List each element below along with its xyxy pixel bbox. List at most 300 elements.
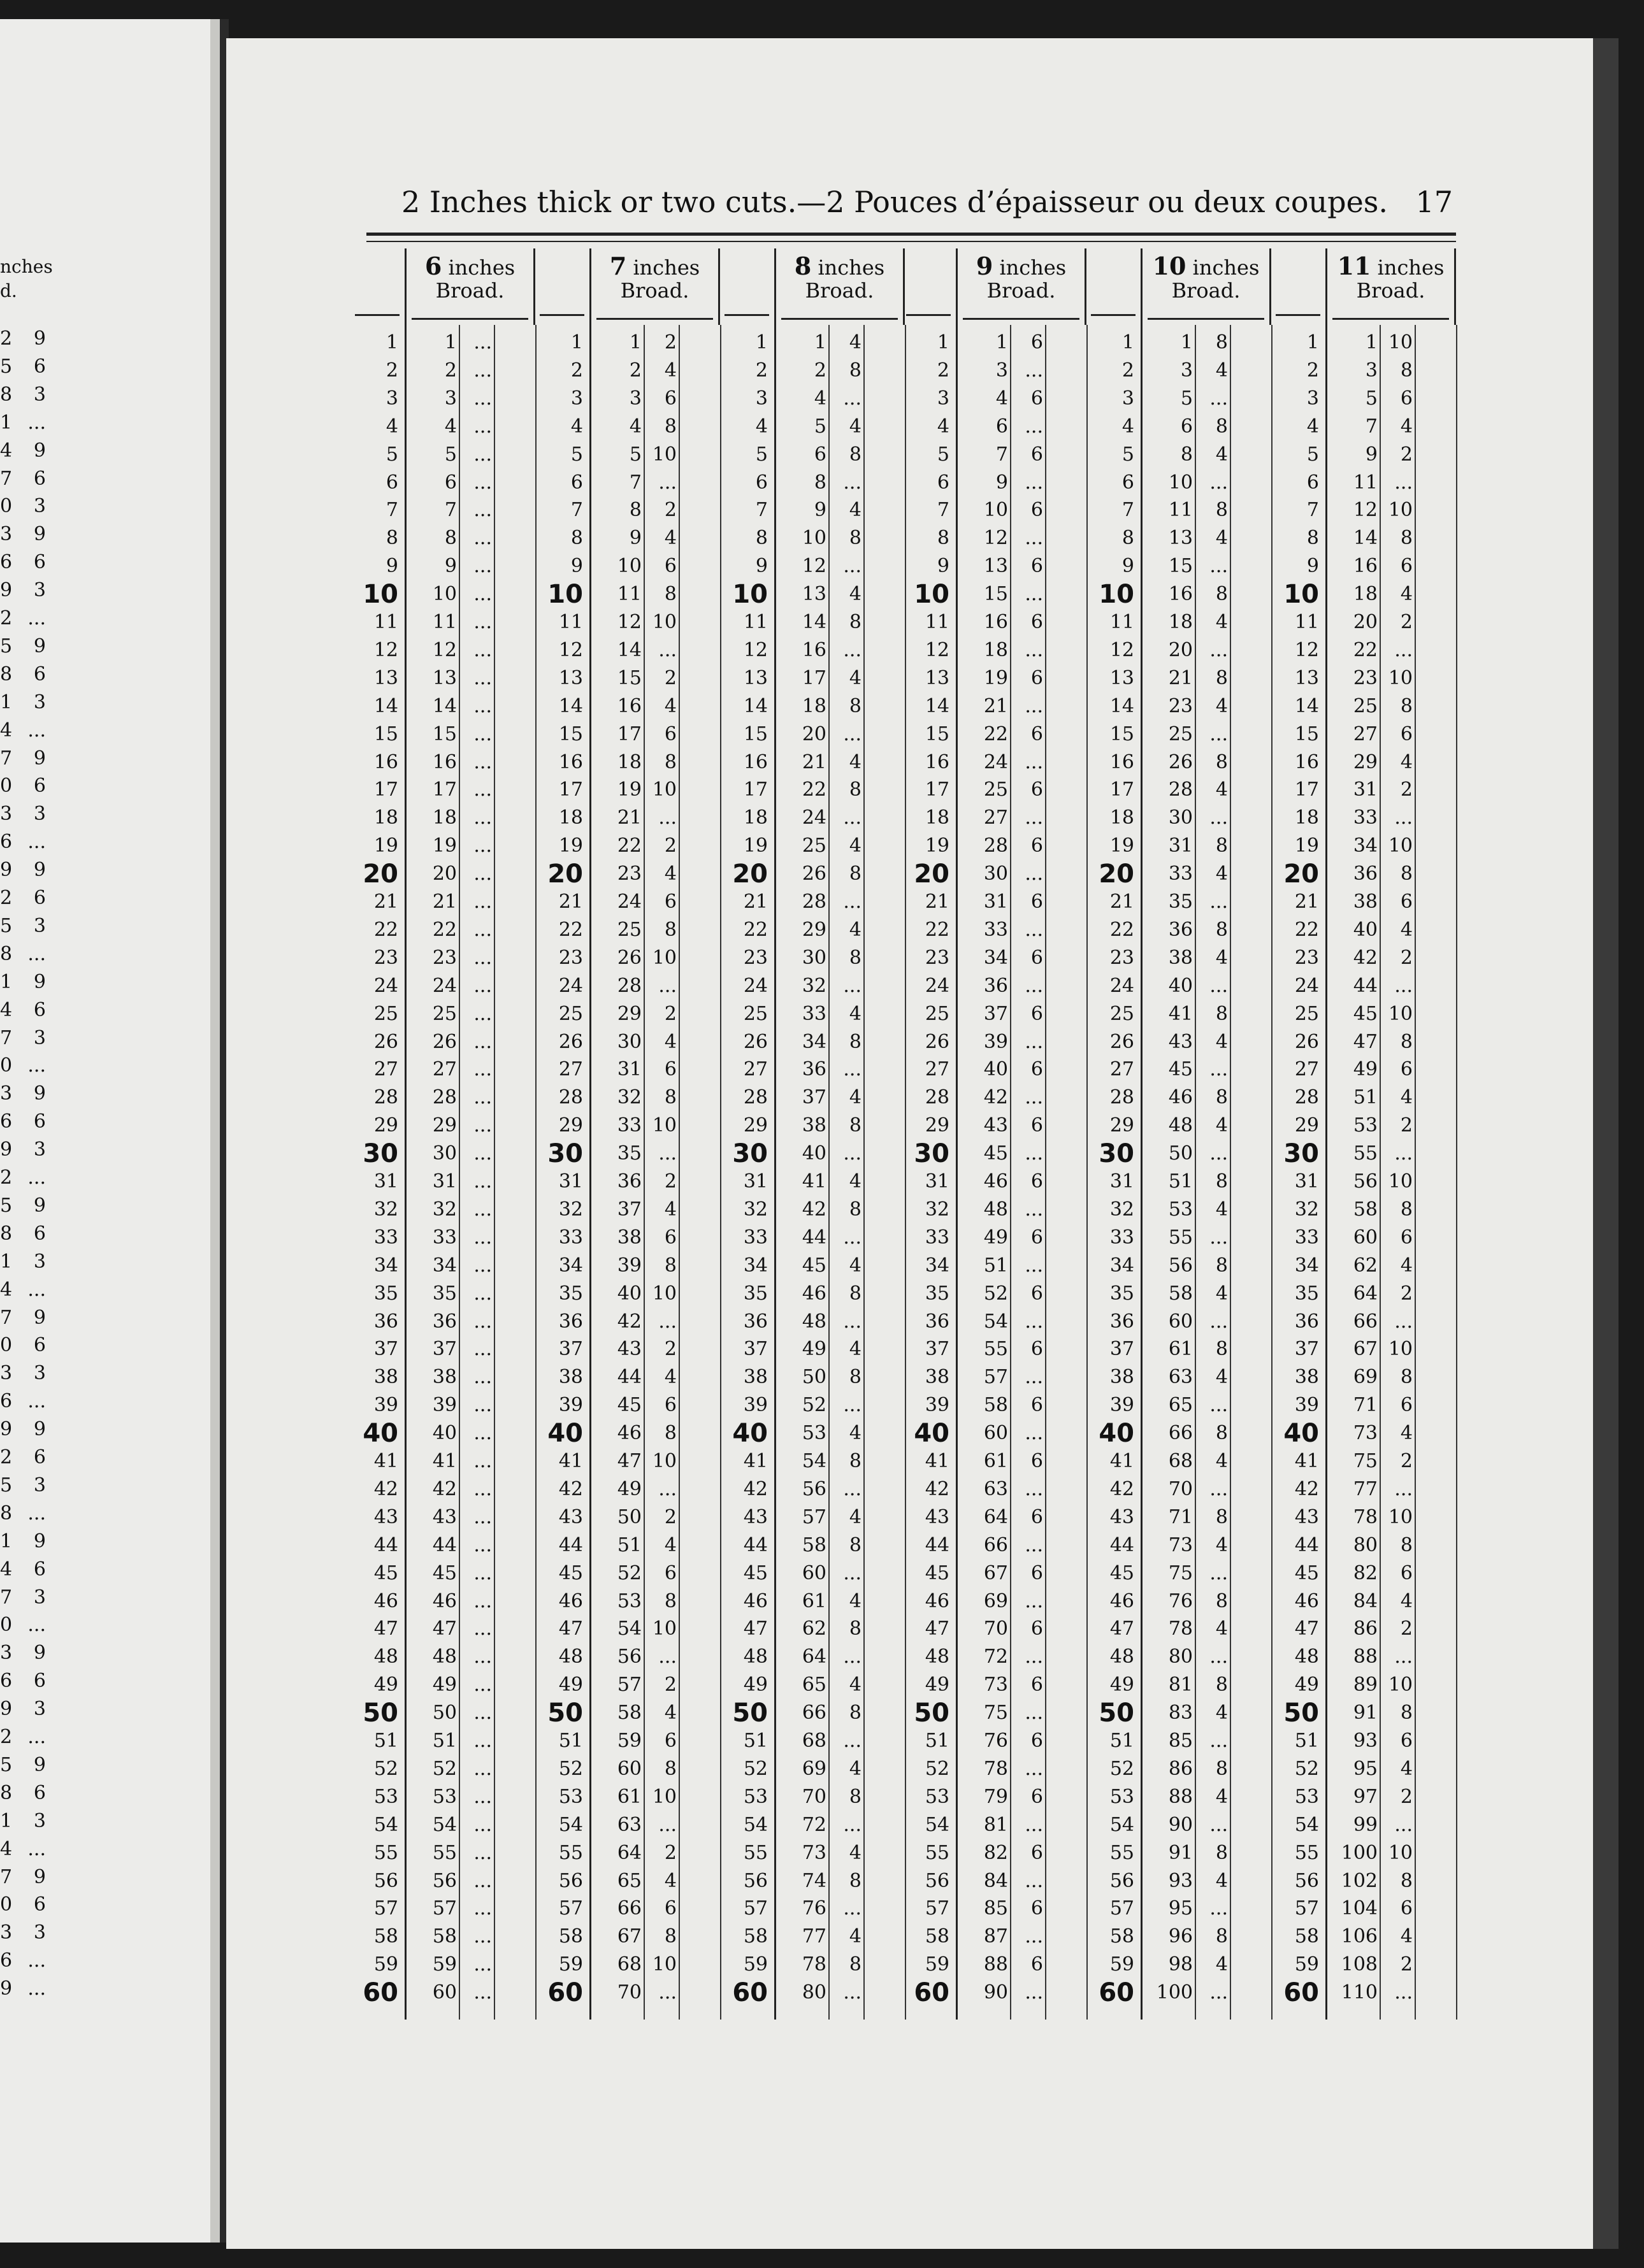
inches-value: 10 [1388,1841,1413,1864]
reference-number: 11 [373,611,398,633]
inches-value: ... [1394,807,1413,829]
feet-value: 78 [983,1757,1008,1780]
reference-number: 26 [373,1030,398,1053]
feet-value: 90 [1168,1813,1193,1836]
inches-value: 2 [664,1505,677,1528]
feet-value: 67 [983,1561,1008,1584]
inches-value: 4 [849,499,862,522]
inches-value: 4 [1400,1086,1413,1109]
reference-number: 43 [743,1505,768,1528]
inches-value: ... [1025,1702,1043,1725]
reference-number: 54 [373,1813,398,1836]
feet-value: 7 [1365,415,1378,438]
reference-number: 13 [1109,666,1134,689]
reference-number: 17 [1294,779,1319,801]
feet-value: 60 [1168,1310,1193,1333]
group-broad-label: Broad. [1171,278,1241,303]
left-fragment-cell: 6 [33,467,46,490]
left-fragment-row [0,1863,51,1891]
width-group [538,248,720,2020]
reference-number: 27 [1294,1058,1319,1081]
reference-number: 46 [1109,1590,1134,1612]
reference-number: 45 [925,1561,949,1584]
left-fragment-row [0,661,51,689]
feet-value: 65 [617,1869,642,1892]
left-fragment-cell: 6 [0,1670,13,1693]
inches-value: 4 [1215,1533,1228,1556]
inches-value: 4 [664,1533,677,1556]
feet-value: 28 [983,835,1008,858]
inches-value: ... [843,1477,862,1500]
left-fragment-row [0,1192,51,1220]
inches-value: 8 [1400,1702,1413,1725]
reference-number: 11 [1109,611,1134,633]
left-fragment-cell: 1 [0,691,13,714]
reference-number: 7 [1306,499,1319,522]
feet-value: 30 [983,863,1008,886]
inches-value: 6 [664,1897,677,1920]
reference-number: 9 [1306,555,1319,578]
width-group [1090,248,1271,2020]
reference-number: 20 [914,859,949,889]
left-fragment-row [0,1947,51,1975]
feet-value: 66 [802,1702,826,1725]
left-fragment-cell: 4 [0,439,13,462]
left-fragment-row [0,1639,51,1667]
feet-value: 11 [1353,471,1378,494]
reference-number: 9 [1121,555,1134,578]
reference-number: 38 [558,1366,583,1389]
feet-value: 64 [617,1841,642,1864]
inches-value: 6 [1030,1730,1043,1752]
reference-number: 18 [743,807,768,829]
inches-value: 8 [1215,1338,1228,1361]
reference-number: 30 [914,1139,949,1169]
feet-value: 75 [1168,1561,1193,1584]
feet-value: 33 [802,1002,826,1025]
inches-value: 4 [1215,1366,1228,1389]
reference-number: 44 [1294,1533,1319,1556]
inches-value: 4 [1215,1785,1228,1808]
reference-number: 36 [373,1310,398,1333]
inches-value: 4 [1400,1590,1413,1612]
inches-value: 6 [664,722,677,745]
feet-value: 10 [432,583,457,606]
left-fragment-cell: 3 [0,1082,13,1105]
feet-value: 32 [802,974,826,997]
feet-value: 42 [983,1086,1008,1109]
inches-value: 8 [1215,1170,1228,1193]
reference-number: 1 [755,331,768,354]
feet-value: 24 [802,807,826,829]
feet-value: 7 [444,499,457,522]
reference-number: 18 [373,807,398,829]
group-broad-label: Broad. [805,278,874,303]
reference-number: 25 [743,1002,768,1025]
reference-number: 27 [373,1058,398,1081]
inches-value: ... [1025,1869,1043,1892]
inches-value: ... [473,1226,492,1249]
feet-value: 4 [814,387,826,410]
left-fragment-cell: 6 [33,355,46,378]
reference-number: 10 [1283,580,1319,610]
feet-value: 33 [1353,807,1378,829]
feet-value: 81 [1168,1674,1193,1697]
feet-value: 41 [1168,1002,1193,1025]
feet-value: 10 [983,499,1008,522]
inches-value: ... [1025,1422,1043,1445]
reference-number: 8 [386,527,398,550]
inches-value: 6 [1030,1114,1043,1137]
feet-value: 13 [432,666,457,689]
left-fragment-cell: 9 [33,1306,46,1329]
left-fragment-row [0,381,51,409]
left-fragment-row [0,772,51,800]
feet-value: 46 [1168,1086,1193,1109]
inches-value: ... [473,1477,492,1500]
reference-number: 19 [373,835,398,858]
left-fragment-cell: 9 [33,747,46,770]
left-fragment-row [0,1835,51,1863]
feet-value: 12 [983,527,1008,550]
feet-value: 4 [444,415,457,438]
feet-value: 67 [1353,1338,1378,1361]
inches-value: 8 [849,1869,862,1892]
feet-value: 40 [1168,974,1193,997]
reference-number: 18 [1109,807,1134,829]
left-fragment-cell: 6 [33,1670,46,1693]
left-fragment-cell: 2 [0,1446,13,1468]
feet-value: 69 [802,1757,826,1780]
reference-number: 23 [373,946,398,969]
feet-value: 69 [983,1590,1008,1612]
inches-value: ... [473,443,492,466]
reference-number: 42 [1294,1477,1319,1500]
inches-value: ... [473,1869,492,1892]
feet-value: 8 [814,471,826,494]
reference-number: 3 [755,387,768,410]
left-fragment-row [0,968,51,996]
reference-number: 55 [373,1841,398,1864]
left-fragment-cell: ... [27,1278,46,1301]
reference-number: 42 [743,1477,768,1500]
inches-value: ... [1025,1477,1043,1500]
feet-value: 22 [617,835,642,858]
feet-value: 20 [1168,638,1193,661]
feet-value: 26 [1168,750,1193,773]
left-fragment-row [0,492,51,520]
inches-value: ... [843,1142,862,1165]
inches-value: 8 [1400,1030,1413,1053]
feet-value: 19 [983,666,1008,689]
left-fragment-cell: 9 [0,1977,13,2000]
feet-value: 18 [802,694,826,717]
inches-value: 6 [664,1058,677,1081]
feet-value: 95 [1353,1757,1378,1780]
reference-number: 23 [1294,946,1319,969]
feet-value: 80 [1353,1533,1378,1556]
reference-number: 56 [1109,1869,1134,1892]
feet-value: 29 [617,1002,642,1025]
feet-value: 15 [617,666,642,689]
reference-number: 17 [743,779,768,801]
inches-value: ... [473,1310,492,1333]
reference-number: 52 [743,1757,768,1780]
feet-value: 49 [1353,1058,1378,1081]
inches-value: 6 [1030,1505,1043,1528]
reference-number: 46 [373,1590,398,1612]
feet-value: 46 [802,1282,826,1305]
reference-number: 30 [1099,1139,1134,1169]
reference-number: 46 [925,1590,949,1612]
reference-number: 3 [1306,387,1319,410]
reference-number: 18 [925,807,949,829]
feet-value: 10 [1168,471,1193,494]
inches-value: ... [1209,1813,1228,1836]
reference-number: 49 [373,1674,398,1697]
left-fragment-cell: 7 [0,467,13,490]
inches-value: 4 [849,1757,862,1780]
feet-value: 108 [1341,1953,1378,1976]
inches-value: ... [658,1310,677,1333]
feet-value: 14 [802,611,826,633]
inches-value: ... [658,1142,677,1165]
left-fragment-cell: 9 [33,859,46,882]
inches-value: 8 [1400,1533,1413,1556]
inches-value: ... [473,1897,492,1920]
reference-number: 34 [558,1254,583,1277]
feet-value: 5 [444,443,457,466]
inches-value: ... [473,1618,492,1640]
feet-value: 16 [617,694,642,717]
reference-column-rule [355,314,400,316]
feet-value: 53 [432,1785,457,1808]
inches-value: ... [473,918,492,941]
inches-value: 4 [1400,583,1413,606]
left-fragment-cell: ... [27,1837,46,1860]
reference-number: 51 [743,1730,768,1752]
inches-value: 4 [849,1338,862,1361]
inches-value: 8 [849,1785,862,1808]
column-rule [1230,325,1231,2020]
feet-value: 24 [983,750,1008,773]
reference-number: 1 [570,331,583,354]
reference-number: 32 [1294,1198,1319,1221]
left-fragment-cell: 2 [0,607,13,629]
feet-value: 3 [1365,359,1378,382]
feet-value: 65 [1168,1394,1193,1417]
reference-number: 44 [373,1533,398,1556]
feet-value: 51 [432,1730,457,1752]
reference-number: 43 [558,1505,583,1528]
inches-value: 2 [664,1170,677,1193]
feet-value: 61 [617,1785,642,1808]
feet-value: 82 [1353,1561,1378,1584]
reference-number: 11 [925,611,949,633]
feet-value: 73 [983,1674,1008,1697]
inches-value: 10 [1388,666,1413,689]
inches-value: ... [658,638,677,661]
left-fragment-cell: 7 [0,1865,13,1888]
reference-number: 32 [373,1198,398,1221]
left-fragment-cell: 0 [0,1893,13,1916]
left-fragment-cell: ... [27,1977,46,2000]
inches-value: ... [1025,1925,1043,1948]
reference-number: 58 [1294,1925,1319,1948]
inches-value: ... [473,527,492,550]
reference-number: 14 [373,694,398,717]
inches-value: 8 [1400,359,1413,382]
feet-value: 67 [617,1925,642,1948]
reference-number: 35 [925,1282,949,1305]
inches-value: ... [1025,1254,1043,1277]
reference-number: 16 [1109,750,1134,773]
feet-value: 64 [983,1505,1008,1528]
inches-value: ... [1209,387,1228,410]
feet-value: 85 [983,1897,1008,1920]
feet-value: 6 [444,471,457,494]
left-fragment-header [0,255,53,303]
inches-value: 4 [1215,1702,1228,1725]
feet-value: 69 [1353,1366,1378,1389]
width-group [905,248,1086,2020]
inches-value: ... [1025,1757,1043,1780]
inches-value: ... [1025,471,1043,494]
feet-value: 30 [1168,807,1193,829]
inches-value: 8 [849,1030,862,1053]
reference-number: 56 [743,1869,768,1892]
feet-value: 63 [983,1477,1008,1500]
inches-value: 4 [1215,1450,1228,1472]
reference-number: 53 [1294,1785,1319,1808]
inches-value: 4 [849,1925,862,1948]
left-fragment-row [0,1304,51,1332]
inches-value: ... [1394,1142,1413,1165]
feet-value: 36 [1353,863,1378,886]
feet-value: 3 [1180,359,1193,382]
reference-number: 14 [1109,694,1134,717]
inches-value: 10 [652,611,677,633]
feet-value: 44 [1353,974,1378,997]
reference-number: 49 [1294,1674,1319,1697]
reference-number: 54 [743,1813,768,1836]
feet-value: 110 [1341,1981,1378,2004]
feet-value: 13 [983,555,1008,578]
inches-value: 6 [1400,1561,1413,1584]
group-width: 8 [794,252,812,280]
feet-value: 58 [802,1533,826,1556]
inches-value: 4 [1400,750,1413,773]
feet-value: 20 [1353,611,1378,633]
reference-number: 9 [386,555,398,578]
reference-number: 8 [1306,527,1319,550]
inches-value: 6 [1030,666,1043,689]
inches-value: ... [473,1254,492,1277]
group-header-line [1143,252,1269,280]
reference-number: 16 [373,750,398,773]
inches-value: ... [1025,1981,1043,2004]
left-fragment-cell: 1 [0,411,13,434]
group-broad-label: Broad. [435,278,505,303]
reference-number: 40 [547,1419,583,1449]
feet-value: 88 [1168,1785,1193,1808]
reference-number: 59 [743,1953,768,1976]
feet-value: 100 [1341,1841,1378,1864]
feet-value: 1 [629,331,642,354]
feet-value: 28 [432,1086,457,1109]
inches-value: ... [1025,1533,1043,1556]
feet-value: 18 [983,638,1008,661]
inches-value: 2 [664,835,677,858]
left-fragment-row [0,856,51,884]
reference-number: 13 [373,666,398,689]
reference-number: 13 [1294,666,1319,689]
left-fragment-row [0,409,51,437]
feet-value: 77 [1353,1477,1378,1500]
inches-value: ... [843,974,862,997]
reference-number: 22 [743,918,768,941]
reference-number: 39 [558,1394,583,1417]
inches-value: ... [843,807,862,829]
inches-value: 4 [849,1254,862,1277]
inches-value: 8 [1400,1198,1413,1221]
feet-value: 104 [1341,1897,1378,1920]
reference-number: 15 [1109,722,1134,745]
reference-number: 42 [925,1477,949,1500]
feet-value: 27 [983,807,1008,829]
reference-number: 32 [558,1198,583,1221]
left-fragment-row [0,1416,51,1444]
inches-value: 6 [1400,1058,1413,1081]
feet-value: 77 [802,1925,826,1948]
left-fragment-row [0,325,51,353]
feet-value: 20 [432,863,457,886]
inches-value: ... [1025,974,1043,997]
inches-value: ... [473,1338,492,1361]
inches-value: 2 [664,331,677,354]
left-fragment-cell: 6 [0,551,13,574]
feet-value: 3 [444,387,457,410]
left-fragment-cell: ... [27,607,46,629]
inches-value: 10 [652,946,677,969]
feet-value: 56 [1168,1254,1193,1277]
feet-value: 2 [629,359,642,382]
inches-value: 6 [1400,1897,1413,1920]
reference-number: 45 [1294,1561,1319,1584]
reference-number: 16 [925,750,949,773]
inches-value: 8 [1400,527,1413,550]
left-fragment-row [0,1528,51,1556]
left-fragment-row [0,633,51,661]
feet-value: 28 [802,891,826,913]
left-fragment-row [0,549,51,577]
reference-number: 11 [558,611,583,633]
inches-value: 6 [1030,1897,1043,1920]
feet-value: 75 [983,1702,1008,1725]
reference-column [538,248,589,2020]
reference-number: 4 [755,415,768,438]
feet-value: 53 [617,1590,642,1612]
feet-value: 72 [983,1646,1008,1669]
left-fragment-header-line: nches [0,256,53,277]
inches-value: 8 [664,1086,677,1109]
inches-value: 6 [1030,331,1043,354]
inches-value: 8 [849,1198,862,1221]
left-fragment-cell: 3 [33,495,46,518]
inches-value: 10 [1388,1002,1413,1025]
feet-value: 36 [617,1170,642,1193]
left-fragment-row [0,912,51,940]
